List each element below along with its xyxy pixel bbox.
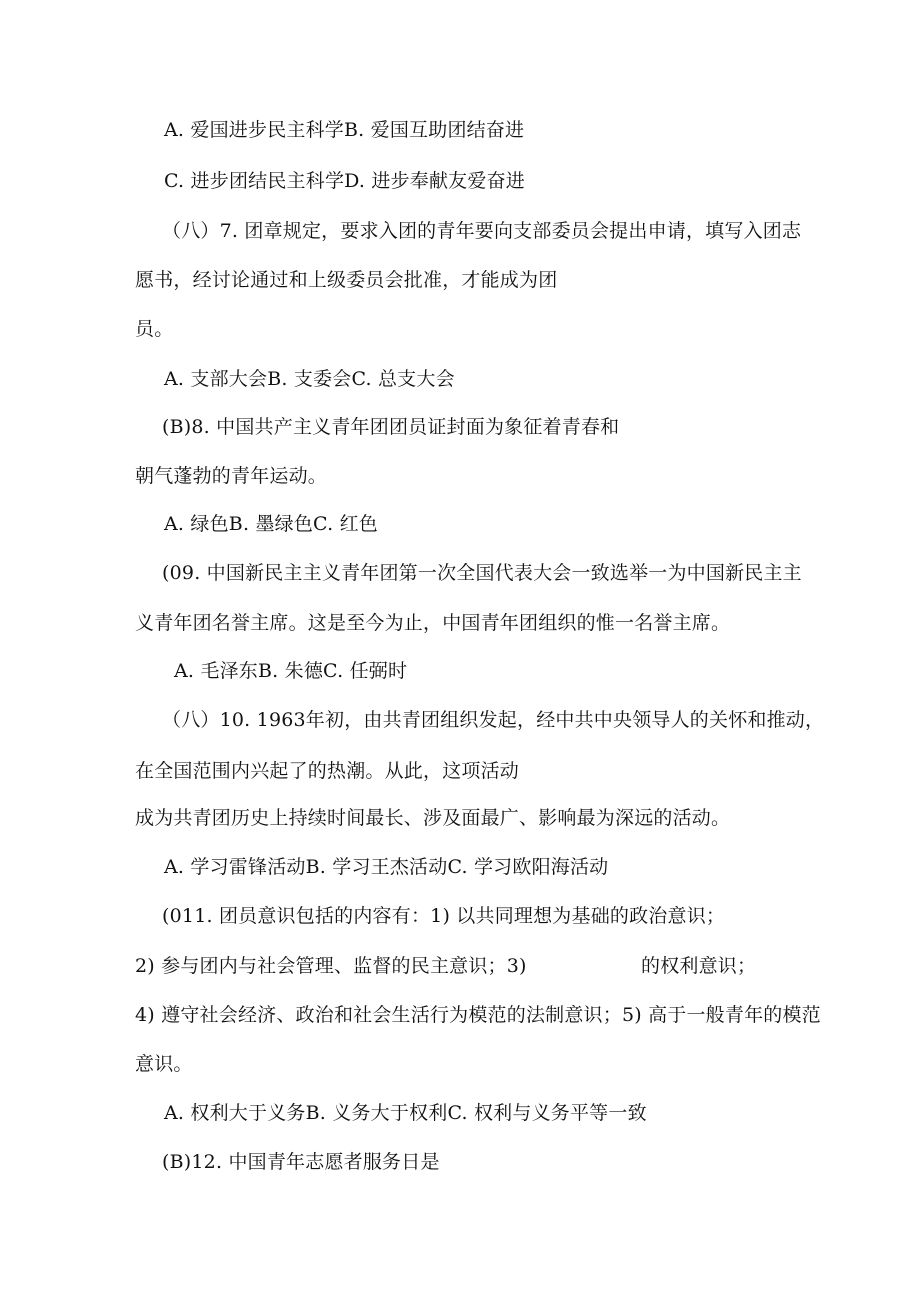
question-10-line-3: 成为共青团历史上持续时间最长、涉及面最广、影响最为深远的活动。 [135, 807, 731, 829]
option-line-q7: A. 支部大会B. 支委会C. 总支大会 [164, 368, 455, 390]
option-line-q10: A. 学习雷锋活动B. 学习王杰活动C. 学习欧阳海活动 [164, 856, 609, 878]
question-11-line-2-end: 的权利意识； [641, 955, 757, 977]
question-7-line-3: 员。 [135, 318, 174, 340]
question-7-line-1: （八）7. 团章规定，要求入团的青年要向支部委员会提出申请，填写入团志 [162, 220, 802, 242]
question-12-line-1: (B)12. 中国青年志愿者服务日是 [162, 1151, 440, 1173]
question-7-line-2: 愿书，经讨论通过和上级委员会批准，才能成为团 [135, 269, 558, 291]
question-11-line-3: 4) 遵守社会经济、政治和社会生活行为模范的法制意识；5) 高于一般青年的模范 [135, 1004, 821, 1026]
question-11-line-4: 意识。 [135, 1053, 193, 1075]
option-line-q11: A. 权利大于义务B. 义务大于权利C. 权利与义务平等一致 [164, 1102, 647, 1124]
question-9-line-1: (09. 中国新民主主义青年团第一次全国代表大会一致选举一为中国新民主主 [162, 562, 802, 584]
question-9-line-2: 义青年团名誉主席。这是至今为止，中国青年团组织的惟一名誉主席。 [135, 612, 731, 634]
question-10-line-1: （八）10. 1963年初，由共青团组织发起，经中共中央领导人的关怀和推动， [162, 709, 825, 731]
option-line-q6: A. 爱国进步民主科学B. 爱国互助团结奋进 [164, 119, 525, 141]
question-8-line-1: (B)8. 中国共产主义青年团团员证封面为象征着青春和 [162, 416, 620, 438]
question-8-line-2: 朝气蓬勃的青年运动。 [135, 465, 328, 487]
option-line-q8: A. 绿色B. 墨绿色C. 红色 [164, 513, 378, 535]
question-10-line-2: 在全国范围内兴起了的热潮。从此，这项活动 [135, 760, 520, 782]
question-11-line-1: (011. 团员意识包括的内容有：1) 以共同理想为基础的政治意识； [162, 905, 726, 927]
question-11-line-2: 2) 参与团内与社会管理、监督的民主意识；3) [135, 955, 527, 977]
option-line-q6-cd: C. 进步团结民主科学D. 进步奉献友爱奋进 [164, 170, 525, 192]
option-line-q9: A. 毛泽东B. 朱德C. 任弼时 [174, 660, 408, 682]
